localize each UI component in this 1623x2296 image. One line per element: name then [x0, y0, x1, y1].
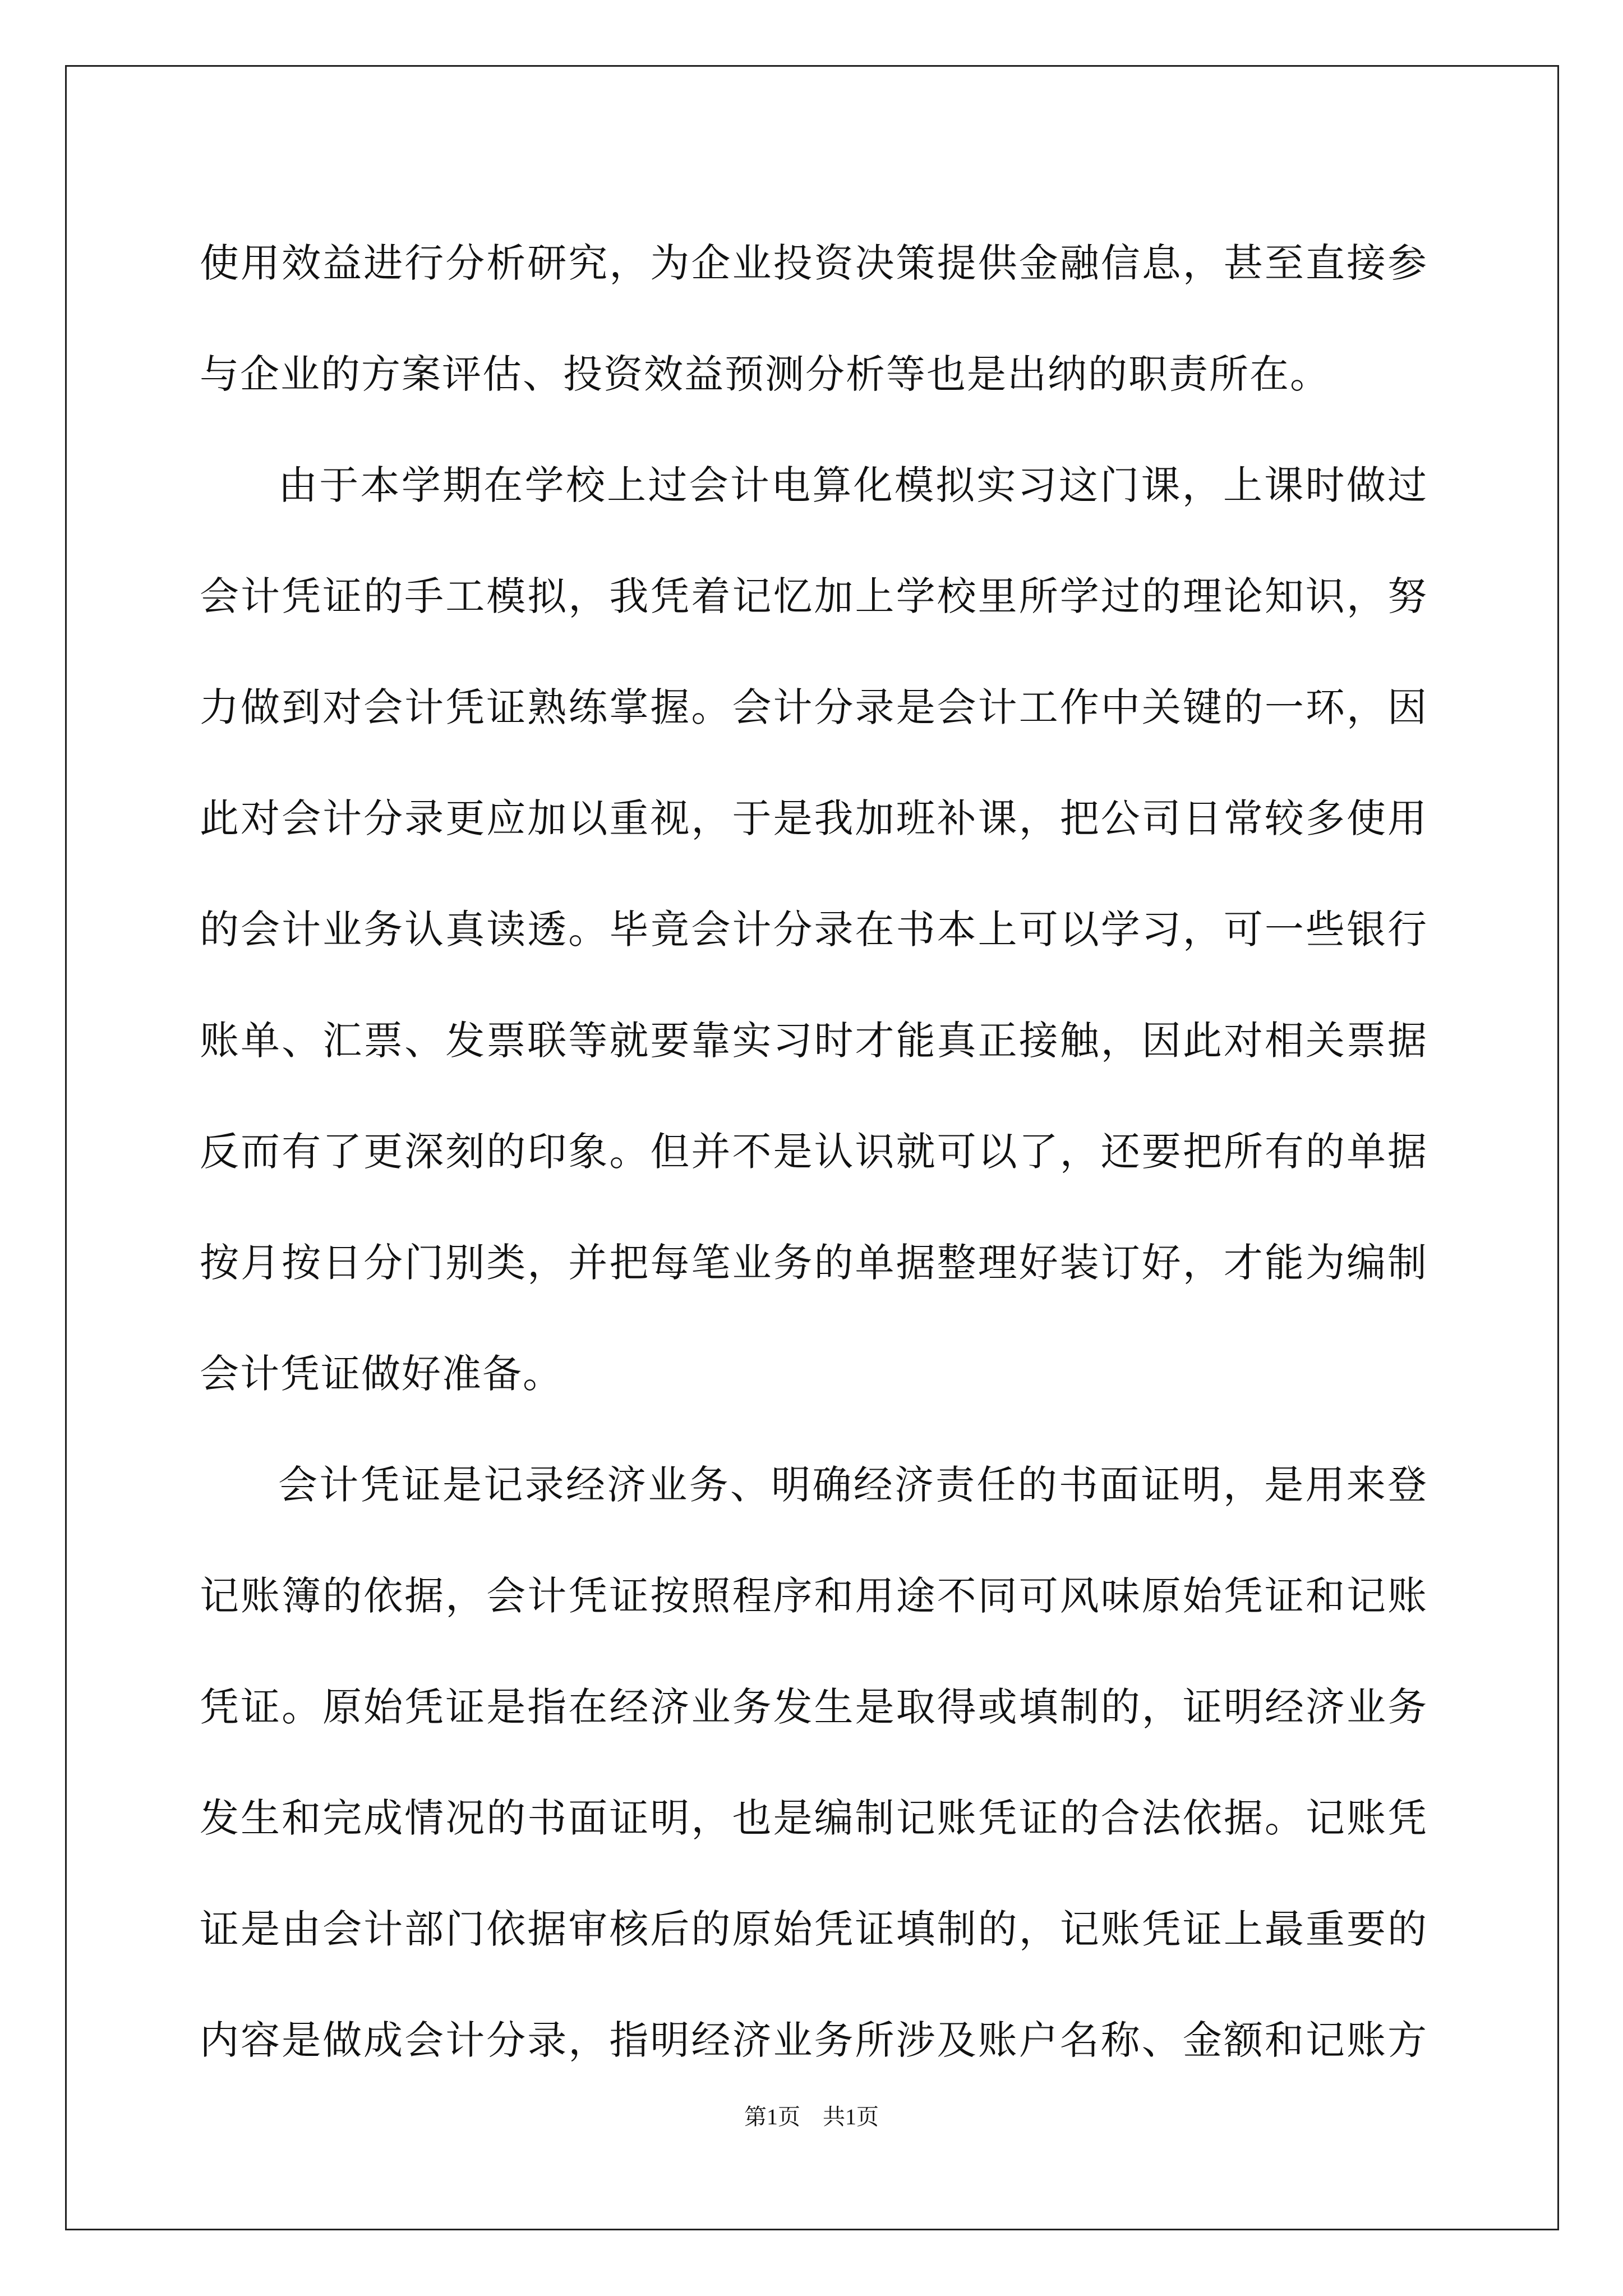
text-line: 会计凭证的手工模拟，我凭着记忆加上学校里所学过的理论知识，努: [200, 573, 1428, 619]
document-body: [200, 208, 1428, 2096]
text-line: 凭证。原始凭证是指在经济业务发生是取得或填制的，证明经济业务: [200, 1684, 1428, 1730]
text-line: 按月按日分门别类，并把每笔业务的单据整理好装订好，才能为编制: [200, 1240, 1428, 1286]
text-line: 由于本学期在学校上过会计电算化模拟实习这门课，上课时做过: [278, 462, 1428, 508]
text-line: 此对会计分录更应加以重视，于是我加班补课，把公司日常较多使用: [200, 795, 1428, 841]
text-line: 使用效益进行分析研究，为企业投资决策提供金融信息，甚至直接参: [200, 240, 1428, 286]
text-line: 反而有了更深刻的印象。但并不是认识就可以了，还要把所有的单据: [200, 1129, 1428, 1175]
text-line: 会计凭证是记录经济业务、明确经济责任的书面证明，是用来登: [278, 1462, 1428, 1508]
text-line: 账单、汇票、发票联等就要靠实习时才能真正接触，因此对相关票据: [200, 1018, 1428, 1064]
text-line: 证是由会计部门依据审核后的原始凭证填制的，记账凭证上最重要的: [200, 1906, 1428, 1952]
page-total: 共1页: [823, 2104, 879, 2129]
page-number: 第1页: [744, 2104, 800, 2129]
text-line: 发生和完成情况的书面证明，也是编制记账凭证的合法依据。记账凭: [200, 1795, 1428, 1841]
page-footer: [0, 2099, 1623, 2131]
text-line: 的会计业务认真读透。毕竟会计分录在书本上可以学习，可一些银行: [200, 907, 1428, 953]
text-line: 力做到对会计凭证熟练掌握。会计分录是会计工作中关键的一环，因: [200, 684, 1428, 730]
text-line: 与企业的方案评估、投资效益预测分析等也是出纳的职责所在。: [200, 351, 1330, 397]
text-line: 会计凭证做好准备。: [200, 1351, 563, 1397]
text-line: 内容是做成会计分录，指明经济业务所涉及账户名称、金额和记账方: [200, 2017, 1428, 2063]
text-line: 记账簿的依据，会计凭证按照程序和用途不同可风味原始凭证和记账: [200, 1573, 1428, 1619]
